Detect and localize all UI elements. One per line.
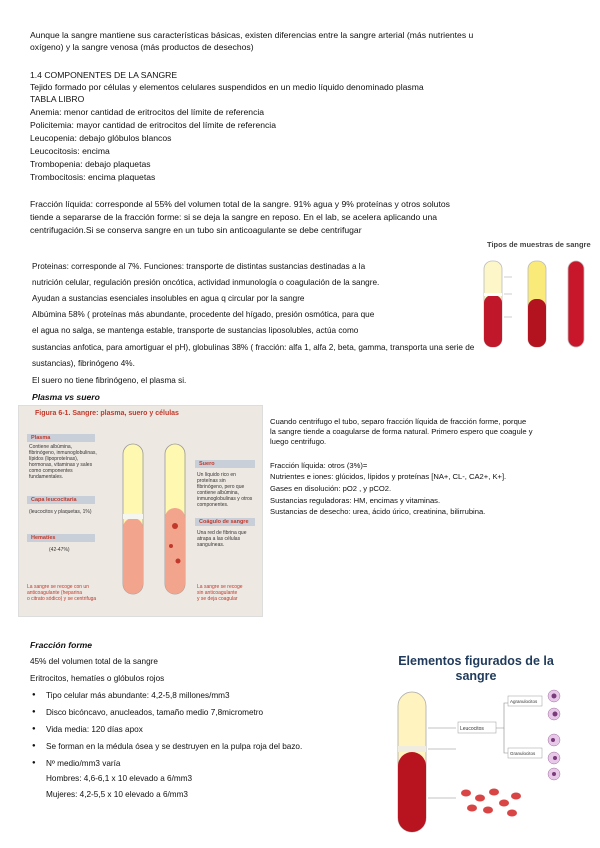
term-item: Anemia: menor cantidad de eritrocitos del límite de referencia xyxy=(30,107,265,117)
fraccion-liquida-line-3: centrifugación.Si se conserva sangre en un tubo sin anticoagulante se debe centrifugar xyxy=(30,225,362,235)
tube-serum xyxy=(528,261,546,347)
label-plasma-text: Contiene albúmina, fibrinógeno, inmunoglobulinas, lípidos (lipoproteínas), hormonas, vitaminas y sales como componentes fundamentales. xyxy=(29,444,97,480)
term-item: Leucopenia: debajo glóbulos blancos xyxy=(30,133,172,143)
label-hematies-text: (42-47%) xyxy=(49,547,70,553)
sample-tubes-figure xyxy=(478,255,588,355)
section-heading: 1.4 COMPONENTES DE LA SANGRE xyxy=(30,70,178,80)
desc-line: Fracción líquida: otros (3%)= xyxy=(270,461,368,470)
intro-line-2: oxígeno) y la sangre venosa (más productos de desechos) xyxy=(30,42,254,52)
label-suero-head: Suero xyxy=(195,460,255,468)
desc-line: luego centrifugo. xyxy=(270,437,327,446)
section-line-1: Tejido formado por células y elementos celulares suspendidos en un medio líquido denominado plasma xyxy=(30,82,424,92)
proteinas-line: el agua no salga, se mantenga estable, transporte de sustancias liposolubles, actúa como xyxy=(32,326,359,335)
elementos-title-line-1: Elementos figurados de la xyxy=(398,654,554,668)
proteinas-line: nutrición celular, regulación presión oncótica, actividad inmunología o coagulación de la sangre. xyxy=(32,278,380,287)
bullet-item: ● Tipo celular más abundante: 4,2-5,8 millones/mm3 xyxy=(46,690,230,701)
figure-title: Figura 6-1. Sangre: plasma, suero y células xyxy=(35,410,179,417)
tube-plasma-centrifuged xyxy=(123,444,143,594)
tube-plasma xyxy=(484,261,512,347)
desc-line: Nutrientes e iones: glúcidos, lípidos y proteínas [NA+, CL-, CA2+, K+]. xyxy=(270,472,507,481)
desc-line: la sangre tiende a coagularse de forma natural. Primero espero que coagule y xyxy=(270,427,533,436)
white-cells xyxy=(548,690,560,780)
plasma-suero-figure xyxy=(18,405,263,617)
proteinas-line: Ayudan a sustancias esenciales insolubles en agua q circular por la sangre xyxy=(32,294,305,303)
fraccion-liquida-line-2: tiende a separarse de la fracción forme: si se deja la sangre en reposo. En el lab, se acelera aplicando una xyxy=(30,212,438,222)
elementos-title-line-2: sangre xyxy=(455,669,497,683)
desc-line: Gases en disolución: pO2 , y pCO2. xyxy=(270,484,392,493)
elementos-title xyxy=(376,654,576,684)
centrifuge-tubes xyxy=(115,436,195,606)
term-item: Trombopenia: debajo plaquetas xyxy=(30,159,151,169)
fraccion-liquida-line-1: Fracción líquida: corresponde al 55% del volumen total de la sangre. 91% agua y 9% proteínas y otros solutos xyxy=(30,199,450,209)
fraccion-forme-line-2: Eritrocitos, hematíes o glóbulos rojos xyxy=(30,674,165,683)
tipos-muestras-title: Tipos de muestras de sangre xyxy=(487,240,591,249)
label-granulocitos: Granulocitos xyxy=(510,751,536,756)
label-coagulo-head: Coágulo de sangre xyxy=(195,518,255,526)
bullet-item: ● Se forman en la médula ósea y se destruyen en la pulpa roja del bazo. xyxy=(46,741,302,752)
desc-line: Sustancias reguladoras: HM, encimas y vitaminas. xyxy=(270,496,441,505)
left-bottom-note: La sangre se recoge con un anticoagulante (heparina o citrato sódico) y se centrifuga xyxy=(27,584,97,602)
label-buffy-head: Capa leucocitaria xyxy=(27,496,95,504)
intro-line-1: Aunque la sangre mantiene sus características básicas, existen diferencias entre la sangre arterial (más nutrientes u xyxy=(30,30,474,40)
label-coagulo-text: Una red de fibrina que atrapa a las células sanguíneas. xyxy=(197,530,247,548)
bullet-item: ● Disco bicóncavo, anucleados, tamaño medio 7,8micrometro xyxy=(46,707,263,718)
label-suero-text: Un líquido rico en proteínas sin fibrinógeno, pero que contiene albúmina, inmunoglobulinas y otros componentes. xyxy=(197,472,253,508)
bullet-item: ● Nº medio/mm3 varía xyxy=(46,758,120,769)
plasma-vs-suero-heading: Plasma vs suero xyxy=(32,392,100,402)
test-tube xyxy=(398,692,426,832)
term-item: Policitemia: mayor cantidad de eritrocitos del límite de referencia xyxy=(30,120,276,130)
label-plasma-head: Plasma xyxy=(27,434,95,442)
red-cells xyxy=(461,789,521,817)
right-bottom-note: La sangre se recoge sin anticoagulante y se deja coagular xyxy=(197,584,243,602)
fraccion-forme-line-1: 45% del volumen total de la sangre xyxy=(30,657,158,666)
term-item: Trombocitosis: encima plaquetas xyxy=(30,172,156,182)
label-agranulocitos: Agranulocitos xyxy=(510,699,538,704)
bullet-item: ● Vida media: 120 días apox xyxy=(46,724,143,735)
label-hematies-head: Hematíes xyxy=(27,534,95,542)
fraccion-forme-heading: Fracción forme xyxy=(30,640,93,650)
desc-line: Cuando centrifugo el tubo, separo fracción líquida de fracción forme, porque xyxy=(270,417,527,426)
mujeres-range: Mujeres: 4,2-5,5 x 10 elevado a 6/mm3 xyxy=(46,790,188,799)
proteinas-line: Proteinas: corresponde al 7%. Funciones: transporte de distintas sustancias destinadas a la xyxy=(32,262,366,271)
label-buffy-text: (leucocitos y plaquetas, 1%) xyxy=(29,509,92,515)
proteinas-line: sustancias), fibrinógeno 4%. xyxy=(32,359,135,368)
tube-serum-clot xyxy=(165,444,185,594)
term-item: Leucocitosis: encima xyxy=(30,146,110,156)
proteinas-line: sustancias anfotica, para amortiguar el pH), globulinas 38% ( fracción: alfa 1, alfa 2, beta, gamma, transporta una serie de xyxy=(32,343,475,352)
section-line-2: TABLA LIBRO xyxy=(30,94,85,104)
hombres-range: Hombres: 4,6-6,1 x 10 elevado a 6/mm3 xyxy=(46,774,193,783)
label-leucocitos: Leucocitos xyxy=(460,726,484,732)
proteinas-line: Albúmina 58% ( proteínas más abundante, procedente del hígado, presión osmótica, para que xyxy=(32,310,375,319)
proteinas-line: El suero no tiene fibrinógeno, el plasma si. xyxy=(32,376,187,385)
desc-line: Sustancias de desecho: urea, ácido úrico, creatinina, bilirrubina. xyxy=(270,507,486,516)
tube-whole-blood xyxy=(568,261,584,347)
formed-elements-figure xyxy=(386,688,586,838)
